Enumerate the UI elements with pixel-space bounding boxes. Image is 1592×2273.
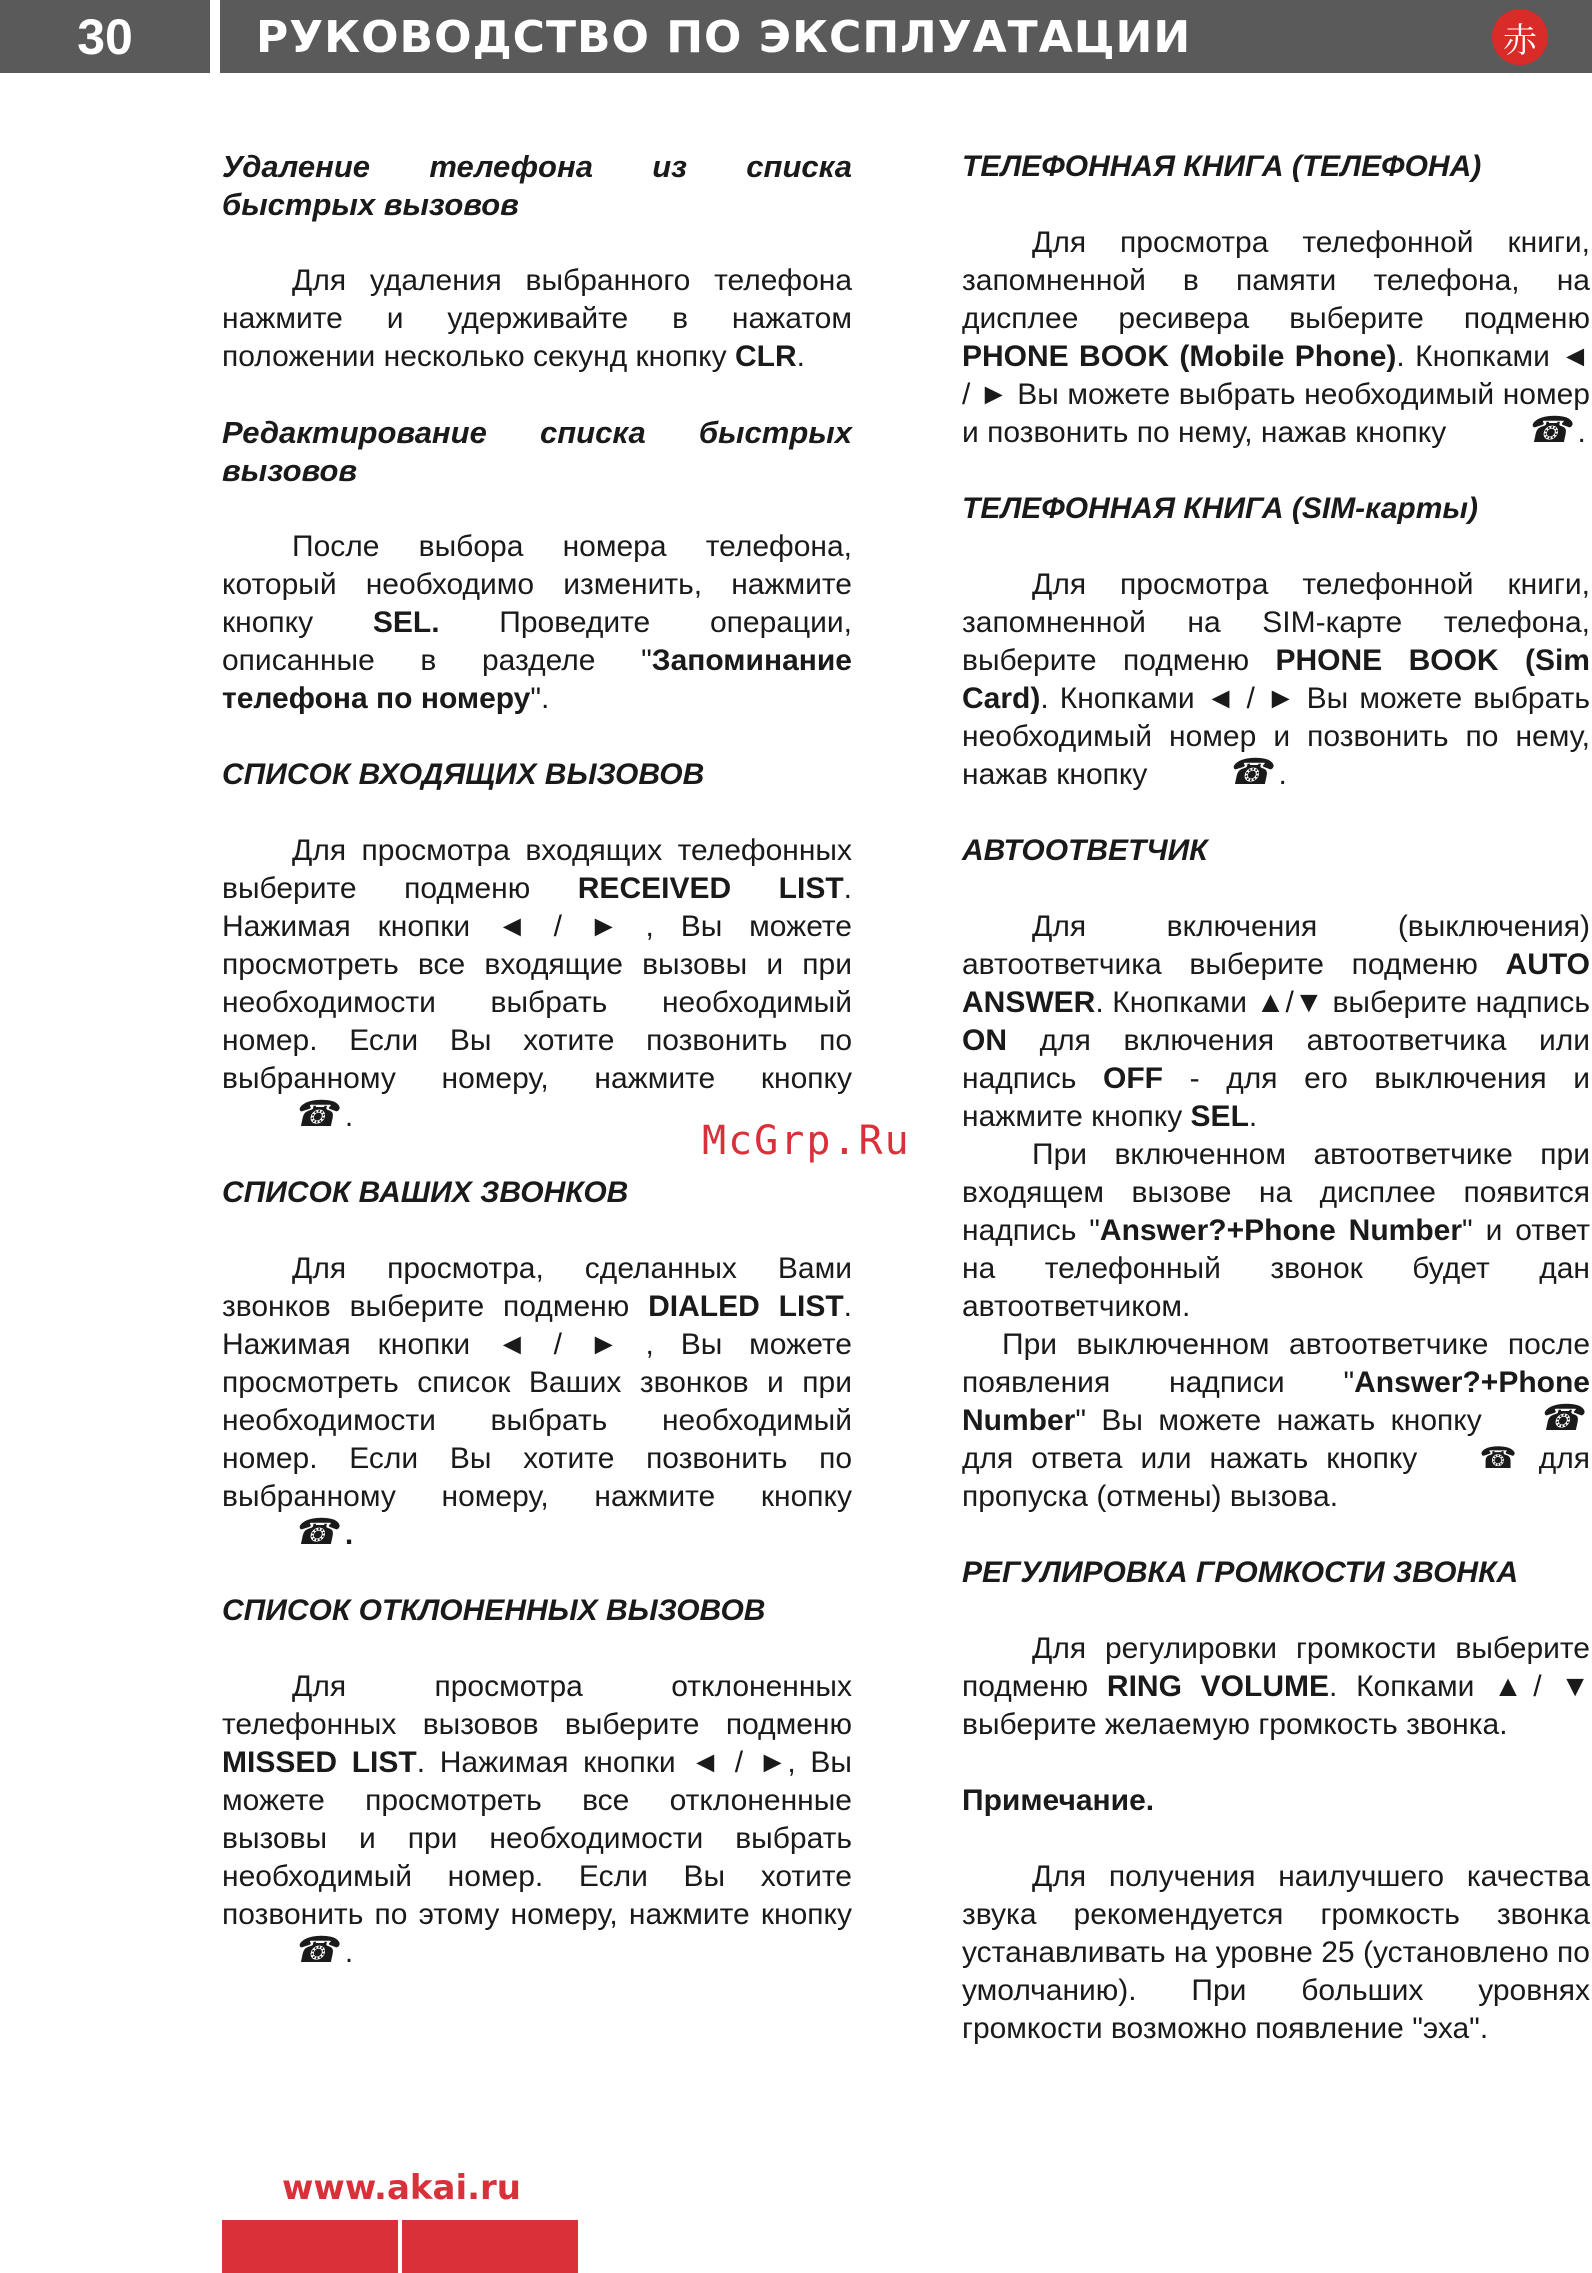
para-auto-answer-3: При выключенном автоответчике после появления надписи "Answer?+Phone Number" Вы можете нажать кнопку ☎ для ответа или нажать кнопку ☎ для пропуска (отмены) вызова. <box>962 1328 1591 1513</box>
page-number: 30 <box>0 0 210 73</box>
hangup-button-icon: ☎ <box>1479 1442 1517 1475</box>
call-button-icon: ☎ <box>1225 751 1280 792</box>
call-button-icon: ☎ <box>1524 409 1578 450</box>
para-ring-volume: Для регулировки громкости выберите подменю RING VOLUME. Копками ▲/ ▼ выберите желаемую громкость звонка. <box>962 1632 1590 1741</box>
para-edit-speed-dial: После выбора номера телефона, который необходимо изменить, нажмите кнопку SEL. Проведите операции, описанные в разделе "Запоминание телефона по номеру". <box>222 530 852 715</box>
akai-logo-icon: 赤 <box>1492 9 1548 65</box>
footer-bar-left <box>222 2220 398 2273</box>
heading-edit-speed-dial: Редактирование списка быстрых вызовов <box>222 415 852 488</box>
para-phonebook-phone: Для просмотра телефонной книги, запомненной в памяти телефона, на дисплее ресивера выберите подменю PHONE BOOK (Mobile Phone). Кнопками ◄ / ► Вы можете выбрать необходимый номер и позвонить по нему, нажав кнопку ☎. <box>962 226 1590 450</box>
heading-auto-answer: АВТООТВЕТЧИК <box>962 834 1208 867</box>
right-column <box>962 148 1590 2048</box>
left-column <box>222 148 852 1972</box>
heading-dialed-list: СПИСОК ВАШИХ ЗВОНКОВ <box>222 1176 629 1209</box>
heading-received-list: СПИСОК ВХОДЯЩИХ ВЫЗОВОВ <box>222 758 705 791</box>
page-title: РУКОВОДСТВО ПО ЭКСПЛУАТАЦИИ <box>256 12 1192 63</box>
header-bar <box>220 0 1592 73</box>
footer-url[interactable]: www.akai.ru <box>282 2168 522 2208</box>
footer-bar-right <box>402 2220 578 2273</box>
heading-missed-list: СПИСОК ОТКЛОНЕННЫХ ВЫЗОВОВ <box>222 1594 766 1627</box>
call-button-icon: ☎ <box>1536 1397 1591 1438</box>
call-button-icon: ☎ <box>291 1093 346 1134</box>
para-note: Для получения наилучшего качества звука рекомендуется громкость звонка устанавливать на уровне 25 (установлено по умолчанию). При больших уровнях громкости возможно появление "эха". <box>962 1860 1590 2045</box>
para-received-list: Для просмотра входящих телефонных выберите подменю RECEIVED LIST. Нажимая кнопки ◄ / ► , Вы можете просмотреть все входящие вызовы и при необходимости выбрать необходимый номер. Если Вы хотите позвонить по выбранному номеру, нажмите кнопку ☎. <box>222 834 852 1134</box>
heading-note: Примечание. <box>962 1784 1155 1817</box>
call-button-icon: ☎ <box>291 1929 346 1970</box>
para-dialed-list: Для просмотра, сделанных Вами звонков выберите подменю DIALED LIST. Нажимая кнопки ◄ / ► , Вы можете просмотреть список Ваших звонков и при необходимости выбрать необходимый номер. Если Вы хотите позвонить по выбранному номеру, нажмите кнопку ☎. <box>222 1252 852 1552</box>
para-auto-answer-2: При включенном автоответчике при входящем вызове на дисплее появится надпись "Answer?+Phone Number" и ответ на телефонный звонок будет дан автоответчиком. <box>962 1138 1591 1323</box>
call-button-icon: ☎ <box>291 1511 346 1552</box>
para-missed-list: Для просмотра отклоненных телефонных вызовов выберите подменю MISSED LIST. Нажимая кнопки ◄ / ►, Вы можете просмотреть все отклоненные вызовы и при необходимости выбрать необходимый номер. Если Вы хотите позвонить по этому номеру, нажмите кнопку ☎. <box>222 1670 852 1970</box>
para-auto-answer-1: Для включения (выключения) автоответчика выберите подменю AUTO ANSWER. Кнопками ▲/▼ выберите надпись ON для включения автоответчика или надпись OFF - для его выключения и нажмите кнопку SEL. <box>962 910 1590 1133</box>
para-remove-speed-dial: Для удаления выбранного телефона нажмите и удерживайте в нажатом положении несколько секунд кнопку CLR. <box>222 264 852 373</box>
heading-phonebook-sim: ТЕЛЕФОННАЯ КНИГА (SIM-карты) <box>962 492 1479 525</box>
heading-remove-speed-dial: Удаление телефона из списка быстрых вызовов <box>222 149 852 222</box>
watermark: McGrp.Ru <box>702 1118 911 1164</box>
heading-phonebook-phone: ТЕЛЕФОННАЯ КНИГА (ТЕЛЕФОНА) <box>962 150 1482 183</box>
heading-ring-volume: РЕГУЛИРОВКА ГРОМКОСТИ ЗВОНКА <box>962 1556 1519 1589</box>
para-phonebook-sim: Для просмотра телефонной книги, запомненной на SIM-карте телефона, выберите подменю PHONE BOOK (Sim Card). Кнопками ◄ / ► Вы можете выбрать необходимый номер и позвонить по нему, нажав кнопку ☎. <box>962 568 1590 792</box>
